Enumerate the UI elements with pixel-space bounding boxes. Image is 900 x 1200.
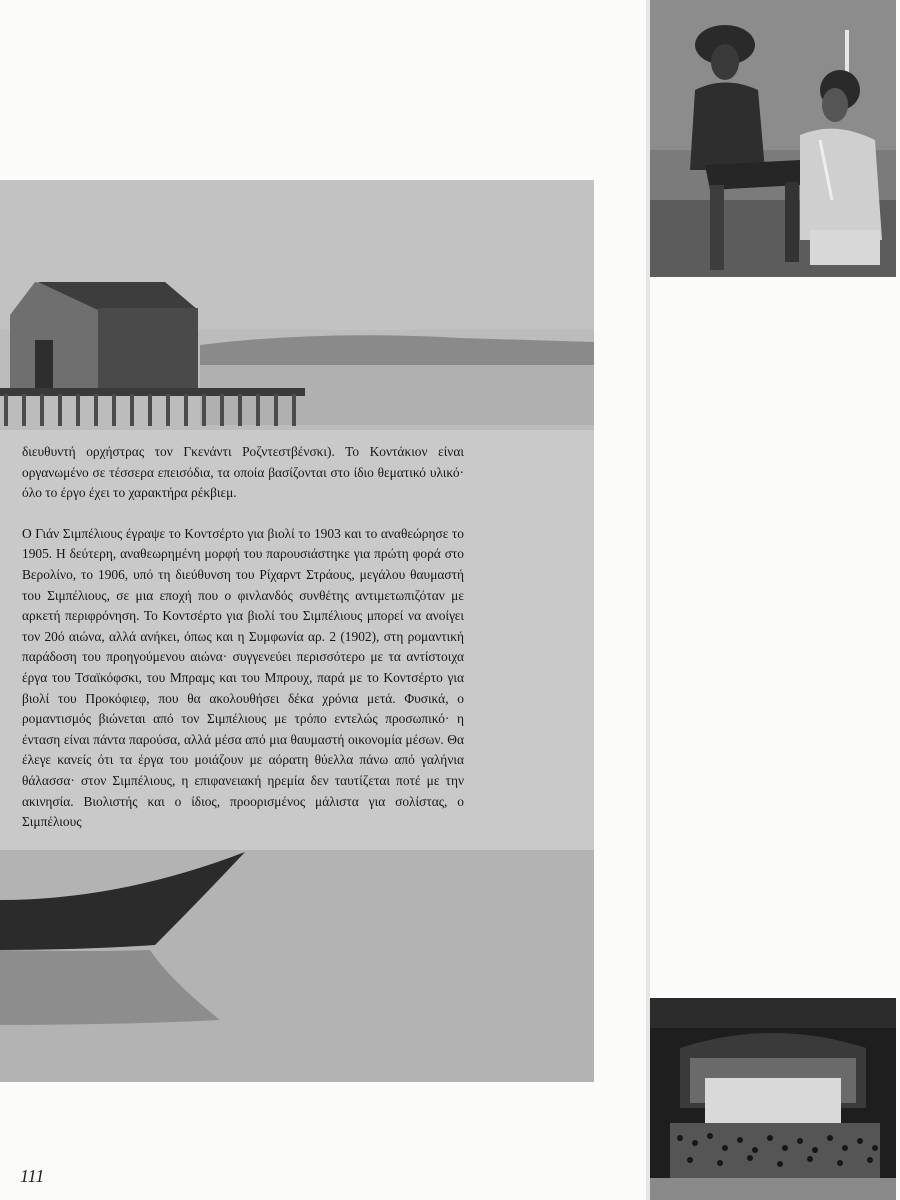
article-body (22, 442, 464, 833)
concert-hall-graphic (650, 998, 896, 1200)
paragraph-1: διευθυντή ορχήστρας τον Γκενάντι Ροζντεστβένσκι). Το Κοντάκιον είναι οργανωμένο σε τέσσερα επεισόδια, τα οποία βασίζονται στο ίδιο θεματικό υλικό· όλο το έργο έχει το χαρακτήρα ρέκβιεμ. (22, 444, 464, 501)
portrait-photo (650, 0, 896, 277)
concert-hall-photo (650, 998, 896, 1200)
portrait-graphic (650, 0, 896, 277)
page-number: 111 (20, 1166, 45, 1186)
paragraph-2: Ο Γιάν Σιμπέλιους έγραψε το Κοντσέρτο για βιολί το 1903 και το αναθεώρησε το 1905. Η δεύτερη, αναθεωρημένη μορφή του παρουσιάστηκε για πρώτη φορά στο Βερολίνο, το 1906, υπό τη διεύθυνση του Ρίχαρντ Στράους, μεγάλου θαυμαστή του Σιμπέλιους, σε μια εποχή που ο φινλανδός συνθέτης αντιμετωπιζόταν με αρκετή περιφρόνηση. Το Κοντσέρτο για βιολί του Σιμπέλιους μπορεί να ανοίγει τον 20ό αιώνα, αλλά ανήκει, όπως και η Συμφωνία αρ. 2 (1902), στη ρομαντική παράδοση του προηγούμενου αιώνα· συγγενεύει περισσότερο με τα αντίστοιχα έργα του Τσαϊκόφσκι, του Μπραμς και του Μπρουχ, παρά με το Κοντσέρτο για βιολί του Προκόφιεφ, που θα ακολουθήσει δέκα χρόνια μετά. Φυσικά, ο ρομαντισμός βιώνεται από τον Σιμπέλιους με τρόπο εντελώς προσωπικό· η ένταση είναι πάντα παρούσα, αλλά μέσα από μια θαυμαστή οικονομία μέσων. Θα έλεγε κανείς ότι τα έργα του μοιάζουν με αόρατη θύελλα πάνω από γαλήνια θάλασσα· στον Σιμπέλιους, η επιφανειακή ηρεμία δεν ταυτίζεται ποτέ με την ακινησία. Βιολιστής και ο ίδιος, προορισμένος μάλιστα για σολίστας, ο Σιμπέλιους (22, 525, 464, 830)
